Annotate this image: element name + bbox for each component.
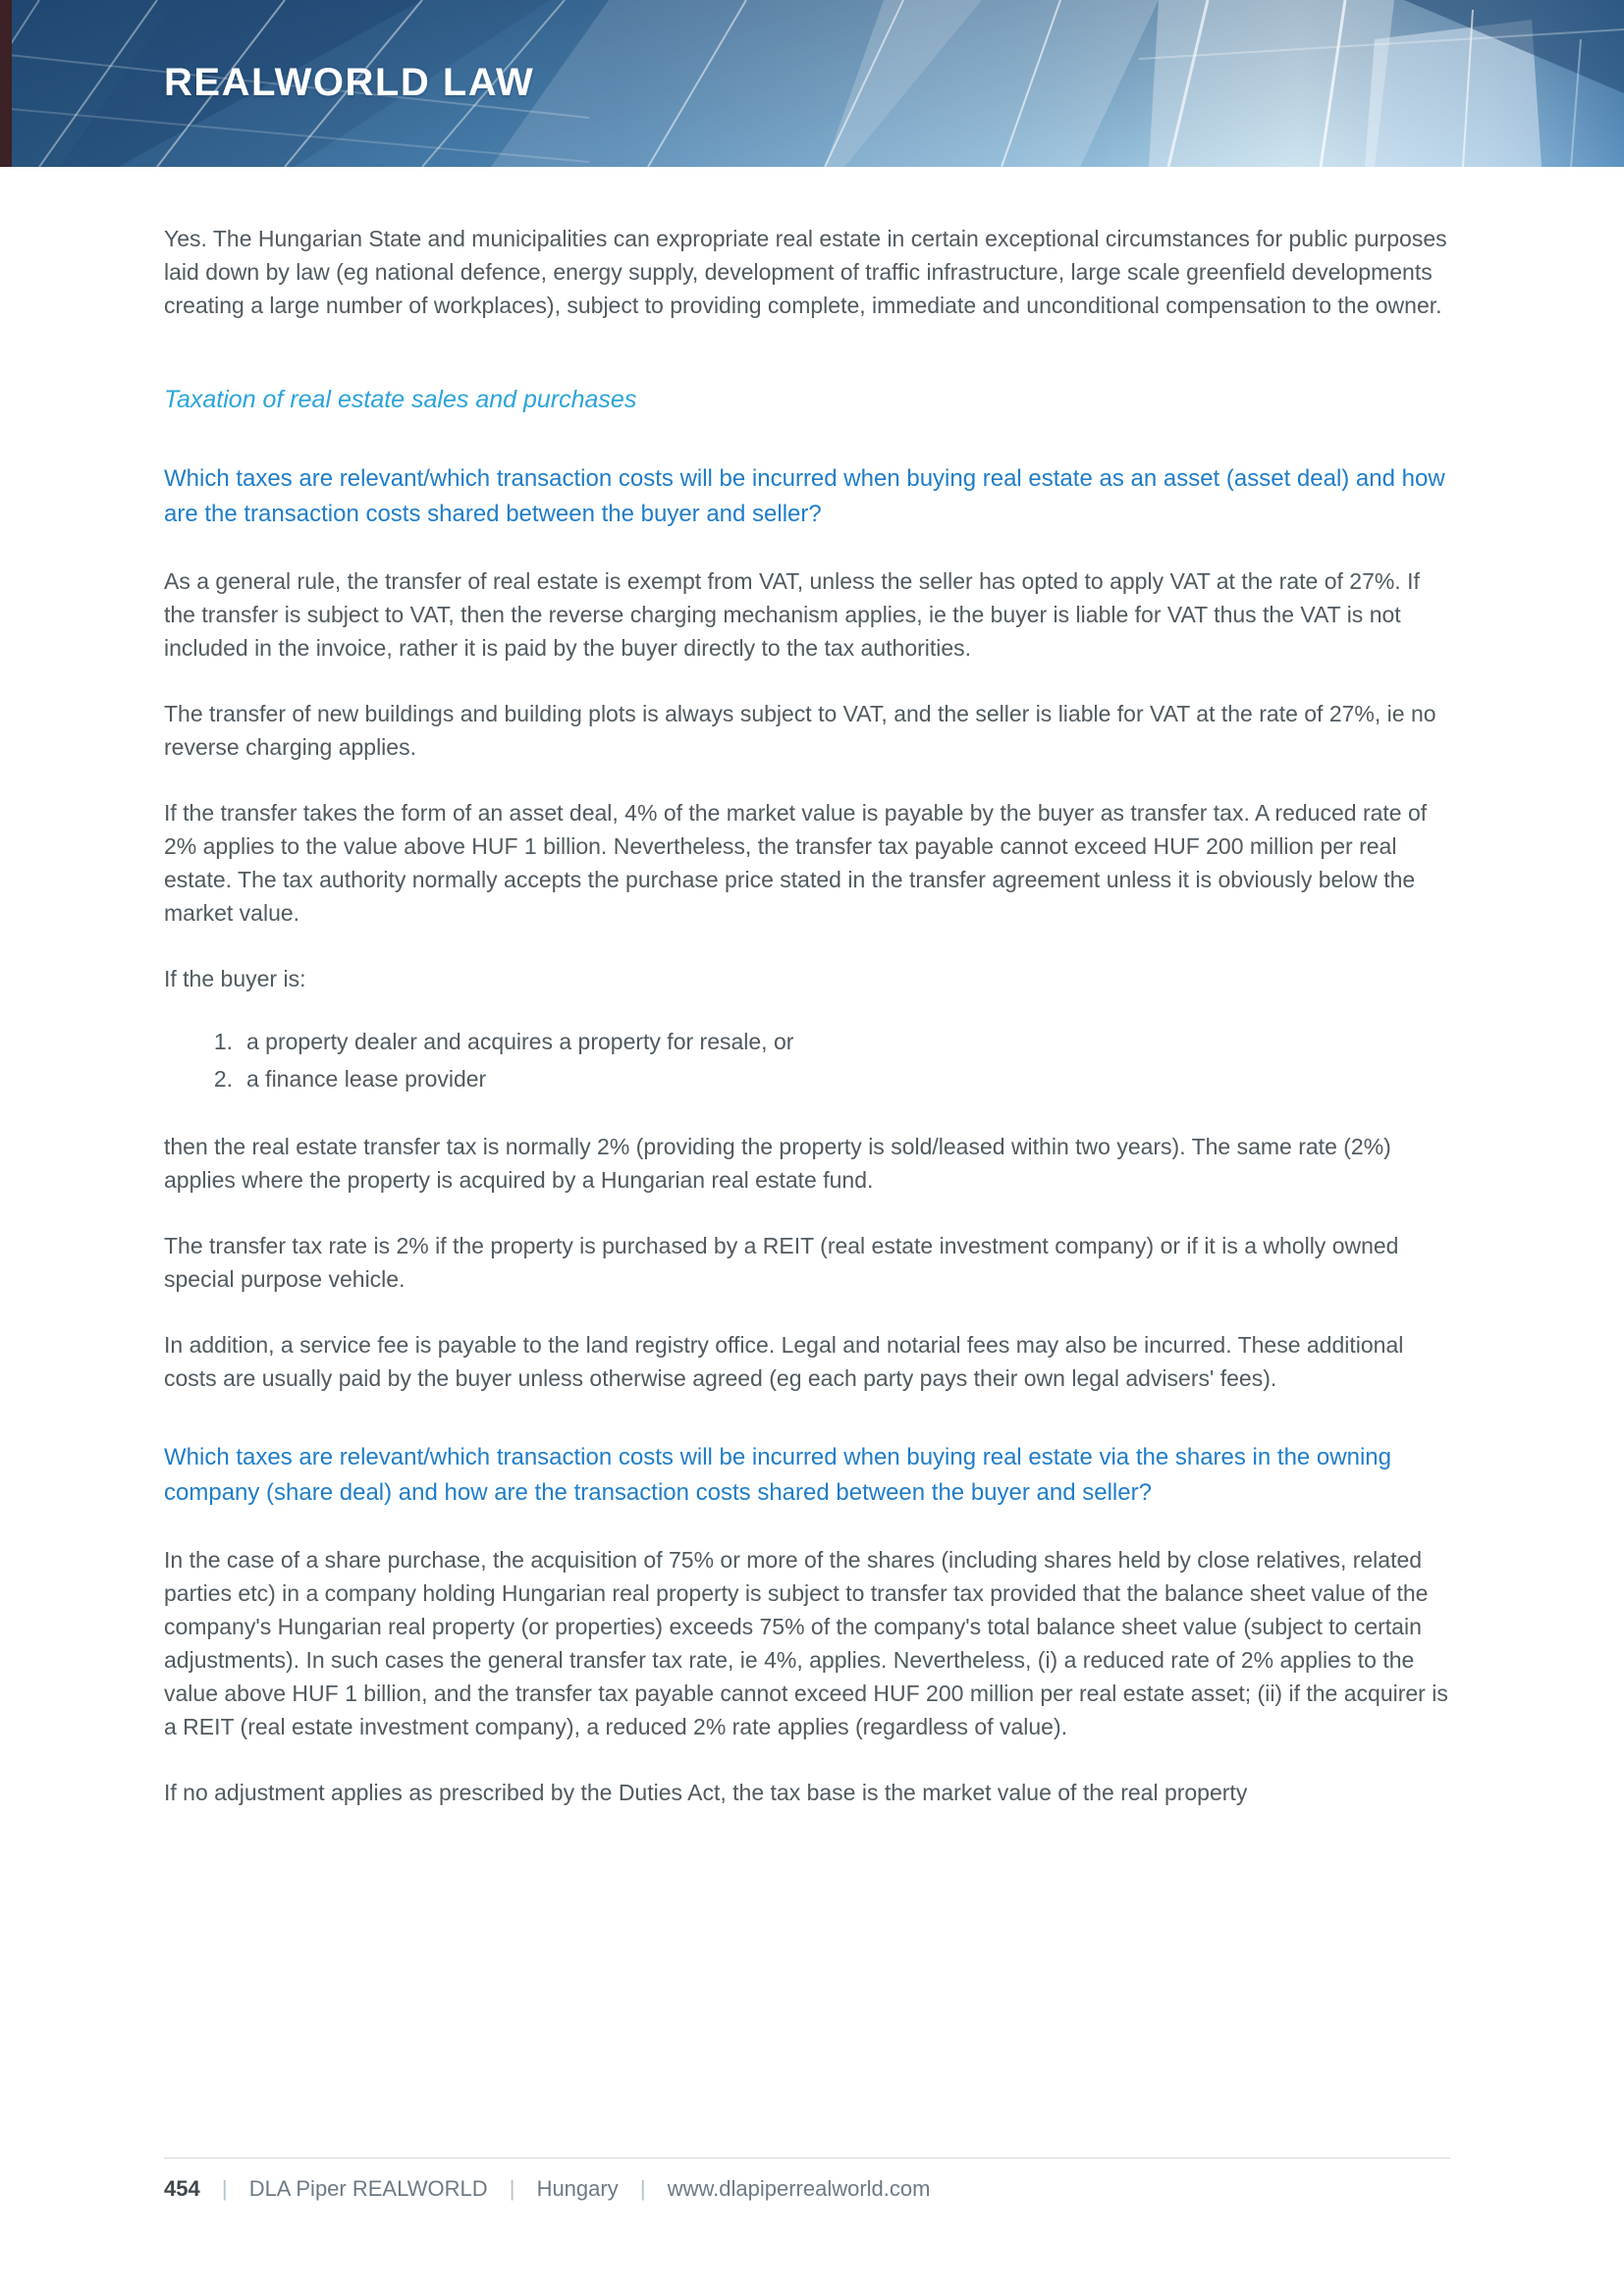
footer-brand: DLA Piper REALWORLD [248,2176,488,2201]
buyer-type-list [164,1023,1457,1097]
header-banner [0,0,1624,167]
share-paragraph-2: If no adjustment applies as prescribed by the Duties Act, the tax base is the market value of the real property [164,1780,1248,1805]
share-paragraph-1: In the case of a share purchase, the acquisition of 75% or more of the shares (including shares held by close relatives, related parties etc) in a company holding Hungarian real property is subject to transfer tax provided that the balance sheet value of the company's Hungarian real property (or properties) exceeds 75% of the company's total balance sheet value (subject to certain adjustments). In such cases the general transfer tax rate, ie 4%, applies. Nevertheless, (i) a reduced rate of 2% applies to the value above HUF 1 billion, and the transfer tax payable cannot exceed HUF 200 million per real estate asset; (ii) if the acquirer is a REIT (real estate investment company), a reduced 2% rate applies (regardless of value). [164,1547,1448,1739]
asset-paragraph-4: then the real estate transfer tax is normally 2% (providing the property is sold/leased within two years). The same rate (2%) applies where the property is acquired by a Hungarian real estate fund. [164,1134,1391,1193]
footer-separator: | [221,2176,228,2201]
footer-country: Hungary [536,2176,619,2201]
question-heading-share-deal: Which taxes are relevant/which transaction costs will be incurred when buying real estate via the shares in the owning company (share deal) and how are the transaction costs shared between the buyer and seller? [164,1444,1391,1506]
buyer-intro-paragraph: If the buyer is: [164,966,306,991]
footer-website: www.dlapiperrealworld.com [667,2176,931,2201]
asset-paragraph-6: In addition, a service fee is payable to the land registry office. Legal and notarial fees may also be incurred. These additional costs are usually paid by the buyer unless otherwise agreed (eg each party pays their own legal advisers' fees). [164,1332,1404,1391]
intro-paragraph: Yes. The Hungarian State and municipalities can expropriate real estate in certain exceptional circumstances for public purposes laid down by law (eg national defence, energy supply, development of traffic infrastructure, large scale greenfield developments creating a large number of workplaces), subject to providing complete, immediate and unconditional compensation to the owner. [164,226,1447,318]
footer-separator: | [509,2176,515,2201]
asset-paragraph-3: If the transfer takes the form of an asset deal, 4% of the market value is payable by the buyer as transfer tax. A reduced rate of 2% applies to the value above HUF 1 billion. Nevertheless, the transfer tax payable cannot exceed HUF 200 million per real estate. The tax authority normally accepts the purchase price stated in the transfer agreement unless it is obviously below the market value. [164,800,1428,926]
list-item [213,1023,1457,1060]
content-area [0,167,1624,1809]
asset-paragraph-5: The transfer tax rate is 2% if the property is purchased by a REIT (real estate investment company) or if it is a wholly owned special purpose vehicle. [164,1233,1399,1292]
footer-separator: | [639,2176,646,2201]
list-item-number: 1. [213,1029,233,1054]
list-item-text: a finance lease provider [246,1066,487,1092]
asset-paragraph-2: The transfer of new buildings and building plots is always subject to VAT, and the seller is liable for VAT at the rate of 27%, ie no reverse charging applies. [164,701,1436,760]
list-item-text: a property dealer and acquires a property for resale, or [246,1029,794,1054]
page-number: 454 [164,2176,200,2201]
list-item [213,1060,1457,1097]
section-title: Taxation of real estate sales and purchases [164,386,637,413]
list-item-number: 2. [213,1066,233,1092]
page-footer [164,2158,1450,2202]
brand-title: REALWORLD LAW [164,61,535,105]
asset-paragraph-1: As a general rule, the transfer of real estate is exempt from VAT, unless the seller has opted to apply VAT at the rate of 27%. If the transfer is subject to VAT, then the reverse charging mechanism applies, ie the buyer is liable for VAT thus the VAT is not included in the invoice, rather it is paid by the buyer directly to the tax authorities. [164,568,1420,661]
question-heading-asset-deal: Which taxes are relevant/which transaction costs will be incurred when buying real estate as an asset (asset deal) and how are the transaction costs shared between the buyer and seller? [164,465,1445,527]
